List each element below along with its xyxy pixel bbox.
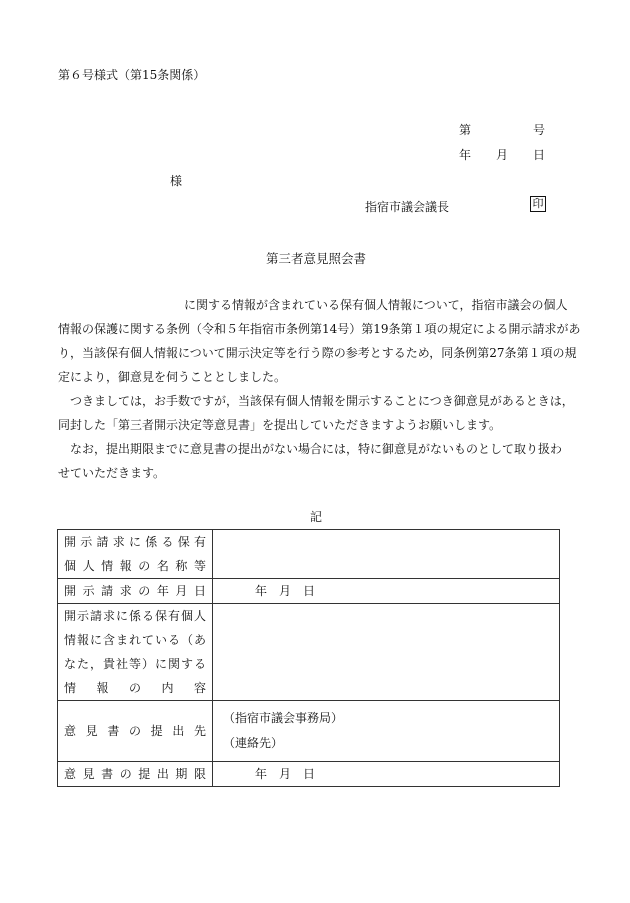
row1-value[interactable] — [213, 530, 560, 579]
sender-name: 指宿市議会議長 — [365, 200, 450, 214]
row5-value[interactable] — [213, 762, 560, 787]
date-year: 年 — [459, 148, 472, 162]
value-line: （指宿市議会事務局） — [223, 711, 344, 725]
form-number: 第６号様式（第15条関係） — [58, 68, 206, 82]
table-row — [58, 762, 560, 787]
date-day: 日 — [533, 148, 546, 162]
document-title: 第三者意見照会書 — [266, 251, 367, 266]
label-line: 開示請求に係る保有 — [64, 535, 206, 549]
paragraph-2-line: つきましては，お手数ですが，当該保有個人情報を開示することにつき御意見があるときは， — [70, 394, 574, 408]
value-line: 年 月 日 — [255, 584, 316, 598]
row3-value[interactable] — [213, 604, 560, 701]
value-line: （連絡先） — [223, 736, 284, 750]
ki-heading: 記 — [310, 510, 323, 524]
table-row — [58, 579, 560, 604]
label-line: 意見書の提出先 — [64, 724, 206, 738]
paragraph-3 — [58, 437, 578, 485]
label-line: 意見書の提出期限 — [64, 767, 206, 781]
row4-label — [58, 701, 213, 762]
table-row — [58, 604, 560, 701]
paragraph-3-line: なお，提出期限までに意見書の提出がない場合には，特に御意見がないものとして取り扱わ — [70, 442, 563, 456]
value-line: 年 月 日 — [255, 767, 316, 781]
number-suffix: 号 — [533, 123, 546, 137]
paragraph-1-line: に関する情報が含まれている保有個人情報について，指宿市議会の個人 — [184, 298, 568, 312]
paragraph-1 — [58, 293, 581, 389]
seal-mark: 印 — [530, 196, 546, 212]
paragraph-2 — [58, 389, 578, 437]
paragraph-1-line: 情報の保護に関する条例（令和５年指宿市条例第14号）第19条第１項の規定による開示請求があ — [58, 322, 581, 336]
table-row — [58, 530, 560, 579]
paragraph-2-line: 同封した「第三者開示決定等意見書」を提出していただきますようお願いします。 — [58, 418, 502, 432]
paragraph-3-line: せていただきます。 — [58, 466, 166, 480]
addressee-suffix: 様 — [170, 174, 183, 188]
label-line: 開示請求に係る保有個人 — [64, 609, 206, 623]
info-table — [57, 529, 560, 787]
label-line: 個人情報の名称等 — [64, 559, 206, 573]
paragraph-1-line: り，当該保有個人情報について開示決定等を行う際の参考とするため，同条例第27条第１項の規 — [58, 346, 577, 360]
table-row — [58, 701, 560, 762]
row2-label — [58, 579, 213, 604]
row5-label — [58, 762, 213, 787]
number-prefix: 第 — [459, 123, 472, 137]
row1-label — [58, 530, 213, 579]
paragraph-1-line: 定により，御意見を伺うこととしました。 — [58, 370, 287, 384]
date-month: 月 — [496, 148, 509, 162]
row3-label — [58, 604, 213, 701]
row4-value[interactable] — [213, 701, 560, 762]
row2-value[interactable] — [213, 579, 560, 604]
label-line: 開示請求の年月日 — [64, 584, 206, 598]
label-line: なた，貴社等）に関する — [64, 657, 206, 671]
label-line: 情報の内容 — [64, 681, 206, 695]
label-line: 情報に含まれている（あ — [64, 633, 206, 647]
